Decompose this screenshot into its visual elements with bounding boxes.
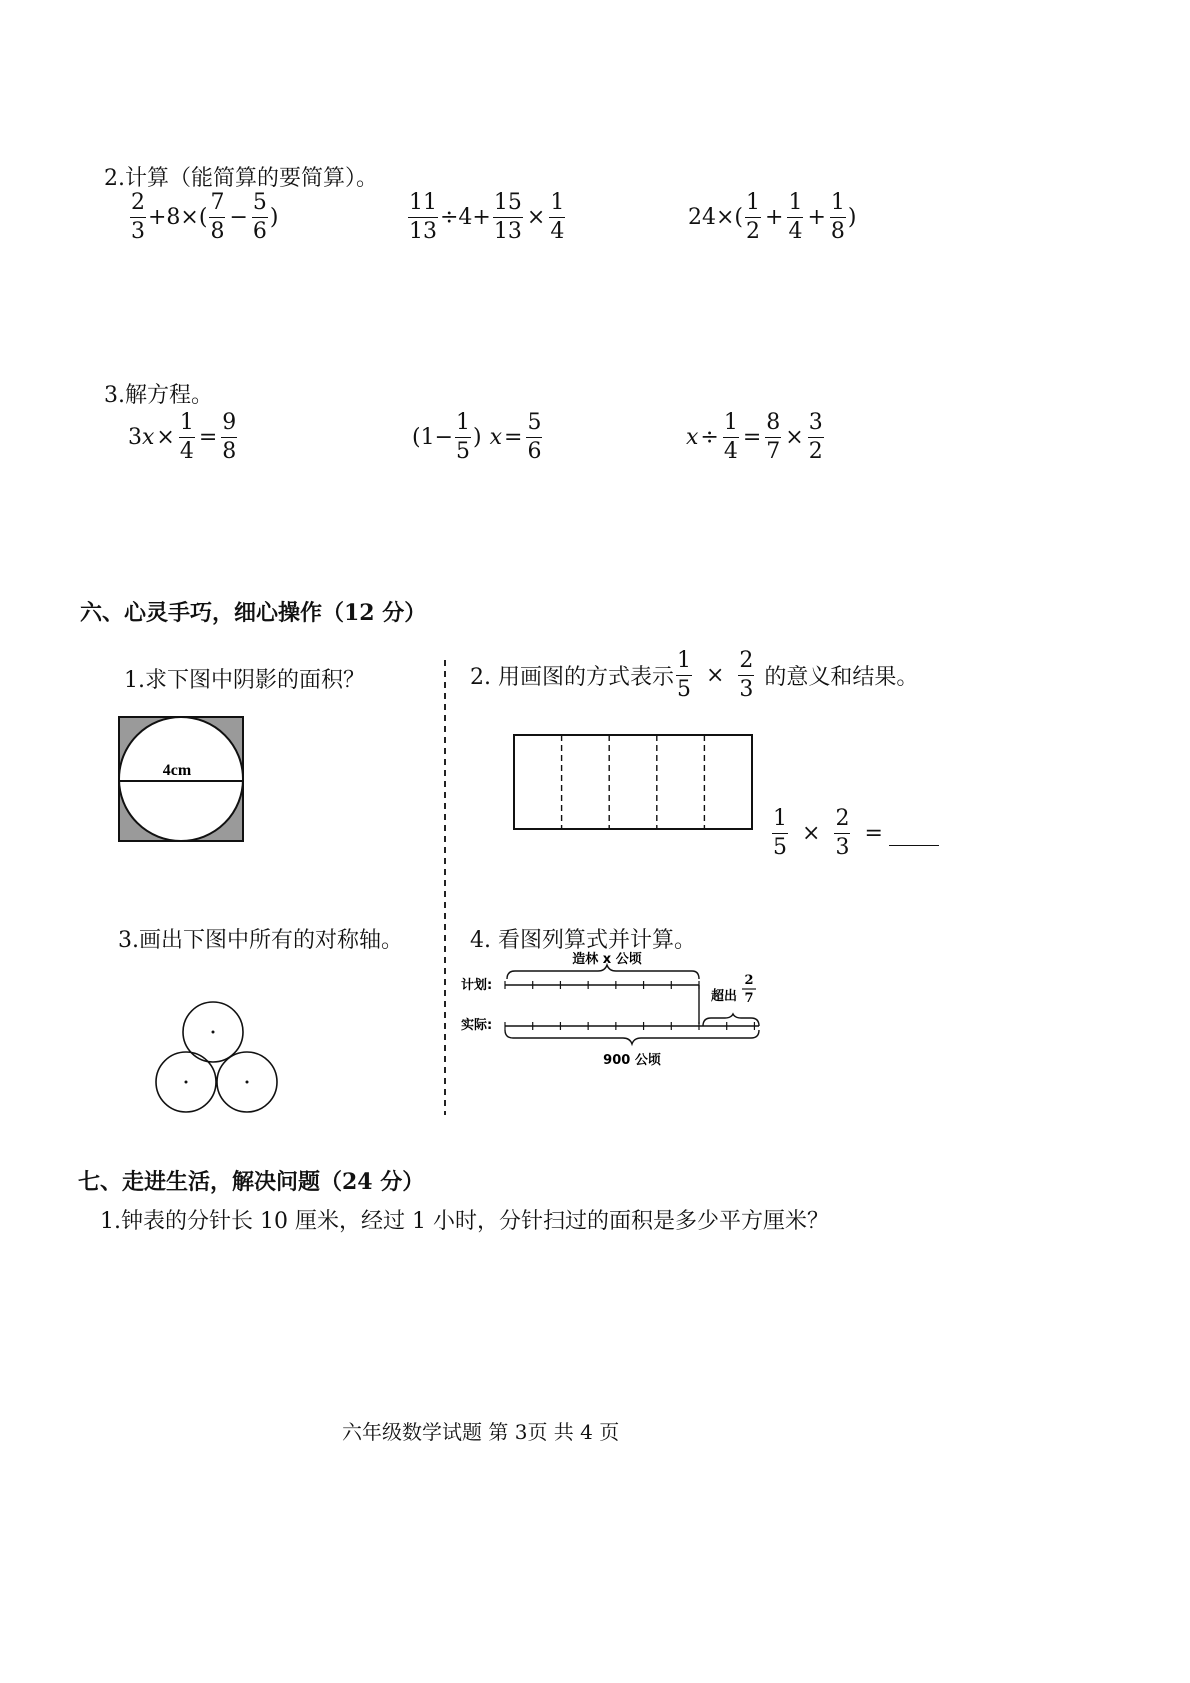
s6-q1-text: 1.求下图中阴影的面积？ (124, 668, 365, 693)
s7-q1-text: 1.钟表的分针长 10 厘米，经过 1 小时，分针扫过的面积是多少平方厘米？ (100, 1209, 829, 1234)
three-circles-figure (150, 998, 285, 1123)
excess-brace (703, 1014, 759, 1026)
fraction: $\frac{1}{5}$ (676, 648, 691, 702)
diameter-label: 4cm (162, 762, 192, 779)
fraction: $\frac{1}{4}$ (788, 190, 803, 244)
excess-numerator: 2 (744, 973, 754, 988)
excess-denominator: 7 (744, 991, 754, 1006)
actual-label: 实际: (461, 1018, 493, 1033)
top-center-dot (212, 1031, 215, 1034)
section7-heading: 七、走进生活，解决问题（24 分） (78, 1169, 425, 1195)
line-segment-diagram (455, 944, 775, 1074)
fraction: $\frac{1}{4}$ (723, 410, 738, 464)
answer-blank[interactable] (889, 821, 939, 846)
fraction: $\frac{2}{3}$ (835, 806, 850, 860)
equation-3: x ÷ $\frac{1}{4}$ = $\frac{8}{7}$ × $\frac{3}{2}$ (686, 410, 823, 464)
fraction: $\frac{11}{13}$ (409, 190, 437, 244)
top-label: 造林 x 公顷 (572, 952, 642, 967)
s6-q2-answer: $\frac{1}{5}$ × $\frac{2}{3}$ = (770, 808, 939, 859)
fraction: $\frac{1}{4}$ (179, 410, 194, 464)
fraction: $\frac{1}{5}$ (456, 410, 471, 464)
equation-2: (1− $\frac{1}{5}$ ) x = $\frac{5}{6}$ (412, 410, 542, 464)
fraction: $\frac{8}{7}$ (766, 410, 781, 464)
bottom-brace (505, 1030, 759, 1044)
fraction: $\frac{1}{2}$ (746, 190, 761, 244)
fraction: $\frac{5}{6}$ (252, 190, 267, 244)
page-footer: 六年级数学试题 第 3页 共 4 页 (342, 1420, 620, 1444)
bottom-label: 900 公顷 (603, 1053, 661, 1068)
right-center-dot (246, 1081, 249, 1084)
section6-heading: 六、心灵手巧，细心操作（12 分） (80, 600, 427, 626)
circle (119, 717, 243, 841)
fraction: $\frac{3}{2}$ (808, 410, 823, 464)
calc-expression-1: $\frac{2}{3}$ +8×( $\frac{7}{8}$ − $\frac{5}{6}$ ) (131, 190, 279, 244)
equations-title: 3.解方程。 (104, 383, 213, 408)
calc-expression-3: 24×( $\frac{1}{2}$ + $\frac{1}{4}$ + $\frac{1}{8}$ ) (688, 190, 857, 244)
fraction: $\frac{7}{8}$ (210, 190, 225, 244)
fraction: $\frac{1}{5}$ (773, 806, 787, 860)
divided-rectangle (512, 733, 756, 833)
s6-q3-text: 3.画出下图中所有的对称轴。 (118, 928, 403, 953)
excess-label: 超出 (711, 989, 738, 1004)
rectangle-dividers (562, 735, 705, 829)
fraction: $\frac{2}{3}$ (131, 190, 145, 244)
s6-q4-text: 4. 看图列算式并计算。 (470, 928, 696, 953)
fraction: $\frac{5}{6}$ (527, 410, 542, 464)
fraction: $\frac{9}{8}$ (222, 410, 237, 464)
left-center-dot (185, 1081, 188, 1084)
top-brace (507, 965, 699, 979)
fraction: $\frac{1}{8}$ (830, 190, 845, 244)
calc-title: 2.计算（能简算的要简算）。 (104, 166, 378, 191)
shaded-square-circle-figure (115, 713, 250, 845)
fraction: $\frac{15}{13}$ (493, 190, 522, 244)
plan-label: 计划: (461, 978, 493, 993)
rectangle (514, 735, 752, 829)
equation-1: 3 x × $\frac{1}{4}$ = $\frac{9}{8}$ (128, 410, 237, 464)
s6-q2-text: 2. 用画图的方式表示 $\frac{1}{5}$ × $\frac{2}{3}$ 的意义和结果。 (470, 648, 919, 702)
fraction: $\frac{1}{4}$ (550, 190, 565, 244)
calc-expression-2: $\frac{11}{13}$ ÷4+ $\frac{15}{13}$ × $\frac{1}{4}$ (409, 190, 565, 244)
fraction: $\frac{2}{3}$ (739, 648, 754, 702)
section-divider (440, 660, 450, 1115)
